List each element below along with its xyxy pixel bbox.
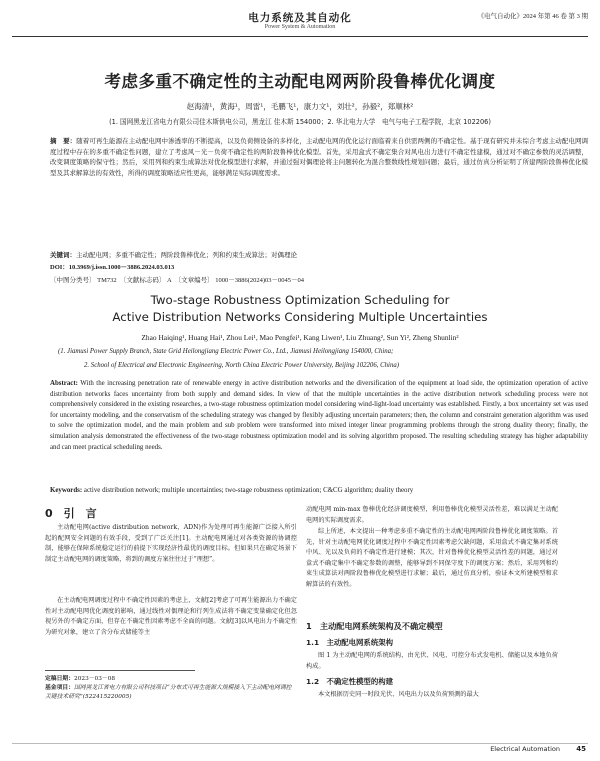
footer-journal-en: Electrical Automation: [490, 745, 560, 753]
footnote-fund-label: 基金项目：: [45, 685, 74, 691]
keywords-en: [50, 486, 588, 497]
authors-en: Zhao Haiqing¹, Huang Hai¹, Zhou Lei¹, Mao Pengfei¹, Kang Liwen¹, Liu Zhuang², Sun Yi², Zheng Shunlin²: [141, 333, 459, 342]
running-header-journal: 电力系统及其自动化: [248, 12, 352, 24]
footnote-received-label: 定稿日期：: [45, 676, 74, 682]
footer-rule: [12, 743, 588, 744]
running-header-issue: 《电气自动化》2024 年第 46 卷 第 3 期: [477, 13, 588, 20]
intro-paragraph-1: 主动配电网(active distribution network，ADN)作为处理可再生能源广泛接入所引起的配网安全问题的有效手段，受到了广泛关注[1]。主动配电网通过对各类资源的协调控制，能够在保障系统稳定运行的前提下实现经济性最优的调度目标。但如果只在确定场景下制定主动配电网的调度策略，将到的调度方案往往过于“理想”。: [45, 524, 297, 563]
section-1-1-title: 1.1 主动配电网系统架构: [306, 638, 393, 647]
keywords-en-label: Keywords:: [50, 487, 83, 494]
authors-cn: 赵海清¹，黄海¹，周雷¹，毛鹏飞¹，康力文¹，刘壮²，孙毅²，郑顺林²: [186, 102, 414, 111]
header-rule: [12, 36, 588, 37]
clc-info: 〔中图分类号〕 TM732 〔文献标志码〕 A 〔文章编号〕 1000－3886(2024)03－0045－04: [50, 277, 305, 284]
running-header-journal-en: Power System & Automation: [264, 24, 336, 30]
page-number: 45: [576, 745, 586, 753]
paper-title-cn: 考虑多重不确定性的主动配电网两阶段鲁棒优化调度: [104, 72, 496, 91]
abstract-en-label: Abstract:: [50, 380, 78, 387]
keywords-cn-text: 主动配电网；多重不确定性；两阶段鲁棒优化；列和约束生成算法；对偶理论: [76, 251, 297, 259]
footnote-received: [45, 675, 297, 684]
right-paragraph-2: 综上所述，本文提出一种考虑多重不确定性的主动配电网两阶段鲁棒优化调度策略。首先，针对主动配电网优化调度过程中不确定性因素考虑欠缺问题，采用盒式不确定集对系统中风、光以及负荷的不确定性进行建模；其次，针对鲁棒优化模型灵活性差的问题，通过对盒式不确定集中不确定参数的调整，能够导到不同保守度下的调度方案；然后，采用列和约束生成算法对两阶段鲁棒优化模型进行求解；最后，通过仿真分析，验证本文所建模型和求解算法的有效性。: [306, 528, 558, 588]
abstract-cn: [50, 136, 588, 178]
abstract-en-text: With the increasing penetration rate of renewable energy in active distribution networks and the diversification of the equipment at load side, the optimization operation of active distribution networks faces uncertainty from both supply and demand sides. In view of that the multiple uncertainties in the active distribution network scheduling process were not comprehensively considered in the existing researches, a two-stage robustness optimization model considering wind-light-load uncertainty was established. Firstly, a box uncertainty set was used for uncertainty modeling, and the conservatism of the scheduling strategy was changed by flexibly adjusting uncertain parameters; then, the column and constraint generation algorithm was used to solve the optimization model, and the main problem and sub problem were transformed into mixed integer linear programming problems through the strong duality theory; finally, the simulation analysis demonstrated the effectiveness of the two-stage robustness optimization model and its solving algorithm proposed. The resulting scheduling strategy has higher adaptability and can meet practical scheduling needs.: [50, 380, 588, 451]
affiliation-en-2: 2. School of Electrical and Electronic Engineering, North China Electric Power University, Beijing 102206, China): [84, 362, 399, 369]
footnote: [45, 675, 297, 702]
keywords-cn-label: 关键词：: [50, 251, 76, 259]
footnote-fund: [45, 684, 297, 702]
right-paragraph-1: 动配电网 min-max 鲁棒优化经济调度模型，利用鲁棒优化模型灵活性差，难以满足主动配电网的实际调度需求。: [306, 506, 558, 524]
section-1-title: 1 主动配电网系统架构及不确定模型: [306, 621, 443, 631]
paper-title-en-line1: Two-stage Robustness Optimization Scheduling for: [150, 293, 450, 307]
abstract-cn-text: 随着可再生能源在主动配电网中渗透率的不断提高，以及负荷侧设备的多样化，主动配电网的优化运行面临着来自供需两侧的不确定性。基于现有研究并未综合考虑主动配电网调度过程中存在的多重不确定性问题，建立了考虑风－光－负荷不确定性的两阶段鲁棒优化模型。首先，采用盒式不确定集合对风电出力进行不确定性建模，通过对不确定参数的灵活调整，改变调度策略的保守性；然后，采用列和约束生成算法对优化模型进行求解，并通过强对偶理论将主问题转化为混合整数线性规划问题；最后，通过仿真分析证明了所建两阶段鲁棒优化模型及其求解算法的有效性，所得的调度策略适应性更高，能够满足实际调度需求。: [50, 137, 589, 177]
doi: DOI：10.3969/j.issn.1000－3886.2024.03.013: [50, 264, 175, 271]
footnote-fund-text: 国网黑龙江省电力有限公司科技项目“分布式可再生能源大规模接入下主动配电网调控关键技术研究”(522415220005): [45, 685, 292, 700]
affiliation-cn: (1. 国网黑龙江省电力有限公司佳木斯供电公司，黑龙江 佳木斯 154000；2. 华北电力大学 电气与电子工程学院，北京 102206): [109, 118, 491, 126]
abstract-cn-label: 摘 要：: [50, 137, 77, 145]
affiliation-en-1: (1. Jiamusi Power Supply Branch, State Grid Heilongjiang Electric Power Co., Ltd., Jiamusi Heilongjiang 154000, China;: [58, 348, 394, 355]
footnote-rule: [45, 670, 195, 671]
footnote-received-date: 2023－03－08: [74, 676, 116, 682]
keywords-en-text: active distribution network; multiple uncertainties; two-stage robustness optimization; C&CG algorithm; duality theory: [83, 487, 414, 494]
right-paragraph-3: 图 1 为主动配电网的系统结构，由光伏、风电、可控分布式发电机、储能以及本地负荷构成。: [306, 652, 558, 670]
section-0-title: 0 引 言: [45, 507, 97, 520]
paper-title-en-line2: Active Distribution Networks Considering Multiple Uncertainties: [112, 310, 488, 324]
section-1-2-title: 1.2 不确定性模型的构建: [306, 677, 393, 686]
abstract-en: [50, 379, 588, 453]
intro-paragraph-2: 在主动配电网调度过程中不确定性因素的考虑上，文献[2]考虑了可再生能源出力不确定性对主动配电网优化调度的影响，通过线性对偶理论和行列生成法将不确定变量确定化但忽视另外的不确定方面，但存在不确定性因素考虑不全面的问题。文献[3]以风电出力不确定性为研究对象，建立了含分布式储能等主: [45, 597, 297, 636]
keywords-cn: [50, 250, 588, 261]
right-paragraph-4: 本文根据历史同一时段光伏、风电出力以及负荷预测的最大: [318, 691, 479, 698]
